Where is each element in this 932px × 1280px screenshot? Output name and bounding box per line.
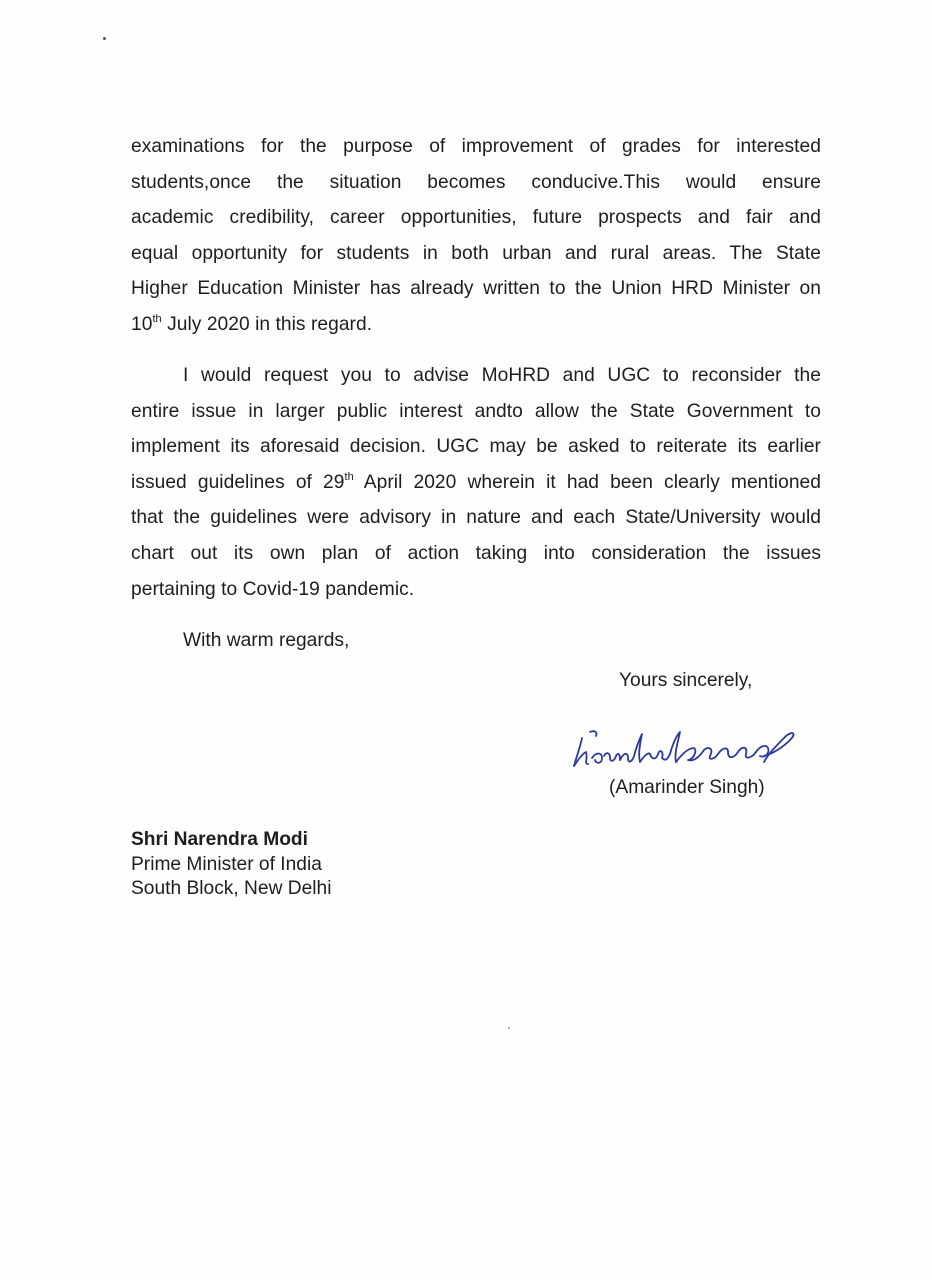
text-line: Higher Education Minister has already written to the Union HRD Minister on	[131, 278, 821, 300]
ordinal-suffix: th	[152, 312, 162, 325]
body-paragraph-2	[131, 358, 821, 607]
addressee-title: Prime Minister of India	[131, 853, 322, 875]
closing-salutation: With warm regards,	[183, 630, 350, 651]
paper-speck	[103, 37, 106, 40]
text-line: entire issue in larger public interest andto allow the State Government to	[131, 400, 821, 422]
signer-name: (Amarinder Singh)	[609, 777, 765, 798]
text-line: pertaining to Covid-19 pandemic.	[131, 578, 415, 600]
addressee-name: Shri Narendra Modi	[131, 829, 308, 850]
text-line: examinations for the purpose of improvement of grades for interested	[131, 136, 821, 157]
body-paragraph-1	[131, 129, 821, 343]
text-line: that the guidelines were advisory in nature and each State/University would	[131, 507, 821, 529]
text-line: academic credibility, career opportunities, future prospects and fair and	[131, 207, 821, 229]
text-line: implement its aforesaid decision. UGC may be asked to reiterate its earlier	[131, 436, 821, 458]
date-rest: July 2020 in this regard.	[161, 313, 373, 335]
text-line	[131, 307, 821, 343]
text-line: equal opportunity for students in both urban and rural areas. The State	[131, 242, 821, 264]
text-line: chart out its own plan of action taking into consideration the issues	[131, 542, 821, 564]
date-day: 10	[131, 313, 153, 335]
handwritten-signature	[568, 718, 808, 776]
valediction: Yours sincerely,	[619, 670, 753, 691]
guidelines-text: issued guidelines of 29	[131, 471, 345, 493]
addressee-block	[131, 828, 332, 902]
paper-speck	[508, 1027, 510, 1029]
guidelines-rest: April 2020 wherein it had been clearly mentioned	[353, 471, 821, 493]
text-line: I would request you to advise MoHRD and UGC to reconsider the	[183, 365, 821, 386]
addressee-address: South Block, New Delhi	[131, 878, 332, 899]
ordinal-suffix: th	[344, 470, 354, 483]
text-line: students,once the situation becomes conducive.This would ensure	[131, 171, 821, 193]
text-line	[131, 465, 821, 501]
